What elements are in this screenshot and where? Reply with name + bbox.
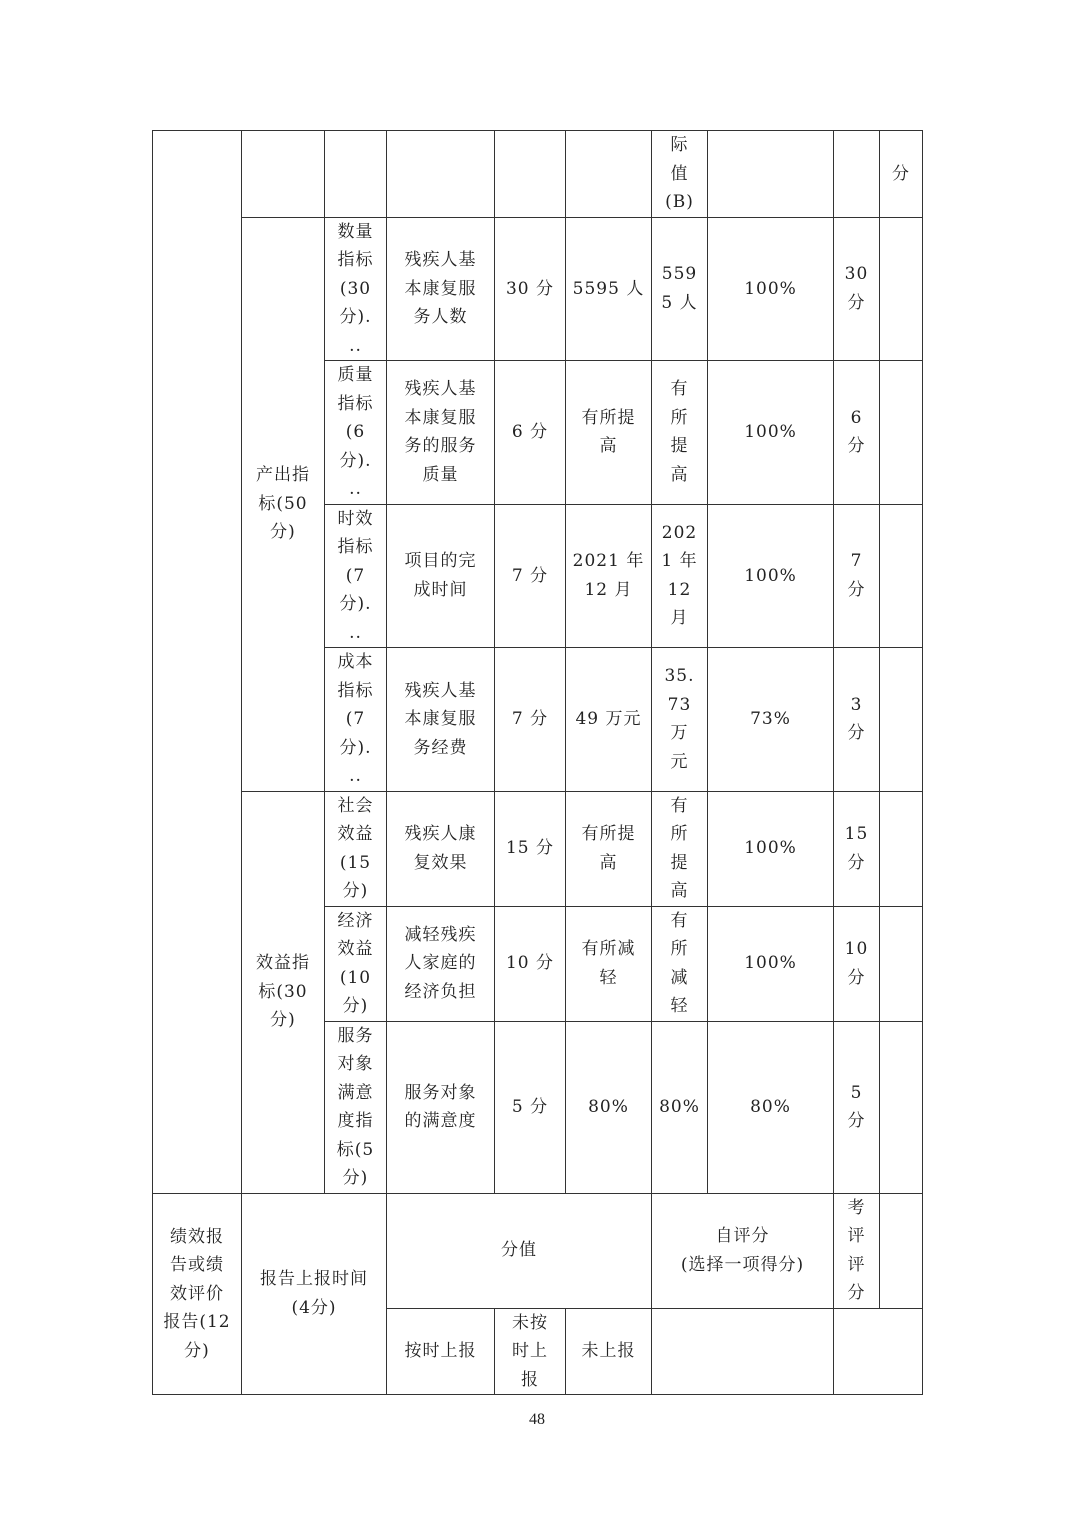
review-score-header: 考 评 评 分	[834, 1193, 880, 1308]
empty-cell	[880, 361, 923, 505]
performance-evaluation-table	[152, 130, 923, 1395]
empty-cell	[880, 217, 923, 361]
score-cell: 6 分	[834, 361, 880, 505]
rate-cell: 100%	[708, 217, 834, 361]
weight-cell: 15 分	[495, 791, 566, 906]
empty-cell	[880, 791, 923, 906]
actual-cell: 有 所 提 高	[652, 361, 708, 505]
actual-cell: 有 所 减 轻	[652, 906, 708, 1021]
not-reported-option: 未上报	[566, 1308, 652, 1395]
actual-cell: 有 所 提 高	[652, 791, 708, 906]
empty-cell	[834, 131, 880, 218]
target-cell: 有所减 轻	[566, 906, 652, 1021]
rate-cell: 100%	[708, 791, 834, 906]
empty-cell	[242, 131, 325, 218]
empty-cell	[880, 906, 923, 1021]
item-cell: 减轻残疾 人家庭的 经济负担	[387, 906, 495, 1021]
empty-cell	[880, 1021, 923, 1193]
score-cell: 5 分	[834, 1021, 880, 1193]
target-cell: 5595 人	[566, 217, 652, 361]
weight-cell: 30 分	[495, 217, 566, 361]
score-cell: 15 分	[834, 791, 880, 906]
header-continuation-row	[153, 131, 923, 218]
score-cell: 10 分	[834, 906, 880, 1021]
item-cell: 残疾人基 本康复服 务经费	[387, 648, 495, 792]
empty-cell	[325, 131, 387, 218]
review-score-cell	[834, 1308, 923, 1395]
target-cell: 有所提 高	[566, 361, 652, 505]
report-section-label: 绩效报 告或绩 效评价 报告(12 分)	[153, 1193, 242, 1395]
item-cell: 残疾人基 本康复服 务人数	[387, 217, 495, 361]
weight-cell: 7 分	[495, 504, 566, 648]
actual-cell: 35. 73 万 元	[652, 648, 708, 792]
on-time-option: 按时上报	[387, 1308, 495, 1395]
table-row	[153, 217, 923, 361]
empty-cell	[495, 131, 566, 218]
score-cell: 7 分	[834, 504, 880, 648]
rate-cell: 73%	[708, 648, 834, 792]
rate-cell: 100%	[708, 906, 834, 1021]
score-cell: 30 分	[834, 217, 880, 361]
target-cell: 80%	[566, 1021, 652, 1193]
report-time-label: 报告上报时间 (4分)	[242, 1193, 387, 1395]
item-cell: 残疾人康 复效果	[387, 791, 495, 906]
weight-cell: 5 分	[495, 1021, 566, 1193]
category-cell: 质量 指标 (6 分). ..	[325, 361, 387, 505]
item-cell: 项目的完 成时间	[387, 504, 495, 648]
weight-cell: 7 分	[495, 648, 566, 792]
level1-cell-continued	[153, 131, 242, 1194]
weight-cell: 10 分	[495, 906, 566, 1021]
actual-value-header: 际 值 (B)	[652, 131, 708, 218]
self-score-cell	[652, 1308, 834, 1395]
actual-cell: 80%	[652, 1021, 708, 1193]
output-indicator-label: 产出指 标(50 分)	[242, 217, 325, 791]
category-cell: 数量 指标 (30 分). ..	[325, 217, 387, 361]
actual-cell: 559 5 人	[652, 217, 708, 361]
empty-cell	[880, 1193, 923, 1308]
item-cell: 残疾人基 本康复服 务的服务 质量	[387, 361, 495, 505]
score-value-header: 分值	[387, 1193, 652, 1308]
empty-cell	[708, 131, 834, 218]
late-option: 未按 时上 报	[495, 1308, 566, 1395]
category-cell: 经济 效益 (10 分)	[325, 906, 387, 1021]
report-header-row	[153, 1193, 923, 1308]
category-cell: 服务 对象 满意 度指 标(5 分)	[325, 1021, 387, 1193]
weight-cell: 6 分	[495, 361, 566, 505]
target-cell: 有所提 高	[566, 791, 652, 906]
empty-cell	[566, 131, 652, 218]
category-cell: 时效 指标 (7 分). ..	[325, 504, 387, 648]
category-cell: 社会 效益 (15 分)	[325, 791, 387, 906]
target-cell: 49 万元	[566, 648, 652, 792]
table-row	[153, 791, 923, 906]
rate-cell: 100%	[708, 361, 834, 505]
empty-cell	[880, 504, 923, 648]
self-score-header: 自评分 (选择一项得分)	[652, 1193, 834, 1308]
score-unit-header: 分	[880, 131, 923, 218]
category-cell: 成本 指标 (7 分). ..	[325, 648, 387, 792]
benefit-indicator-label: 效益指 标(30 分)	[242, 791, 325, 1193]
item-cell: 服务对象 的满意度	[387, 1021, 495, 1193]
empty-cell	[387, 131, 495, 218]
actual-cell: 202 1 年 12 月	[652, 504, 708, 648]
target-cell: 2021 年 12 月	[566, 504, 652, 648]
score-cell: 3 分	[834, 648, 880, 792]
rate-cell: 80%	[708, 1021, 834, 1193]
rate-cell: 100%	[708, 504, 834, 648]
page-number: 48	[529, 1411, 545, 1428]
empty-cell	[880, 648, 923, 792]
